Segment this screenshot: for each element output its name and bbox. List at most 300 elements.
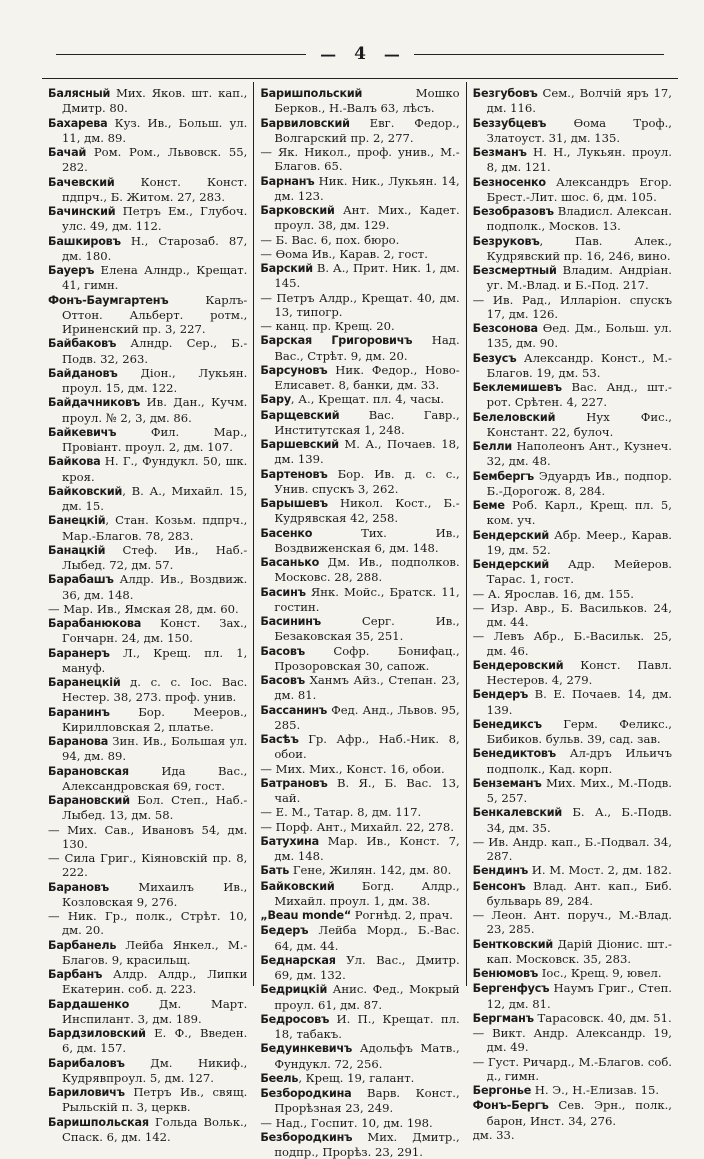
directory-entry [48,116,247,146]
directory-entry [260,834,459,864]
entry-surname: Бедросовъ [260,1012,330,1026]
entry-details: Гольда Вольк., Спаск. 6, дм. 142. [62,1114,248,1144]
entry-details: Ханмъ Айз., Степан. 23, дм. 81. [274,673,460,703]
directory-entry [48,1085,247,1115]
entry-details: М. А., Почаев. 18, дм. 139. [274,437,460,467]
entry-details: д. с. с. Іос. Вас. Нестер. 38, 273. проф. унив. [62,675,248,705]
entry-details: В. А., Прит. Ник. 1, дм. 145. [274,261,460,291]
entry-surname: Басинъ [260,585,306,599]
entry-details: Бол. Степ., Наб.-Лыбед. 13, дм. 58. [62,793,248,823]
entry-details: Серг. Ив., Безаковская 35, 251. [274,614,460,644]
entry-details: Александръ Егор. Брест.-Лит. шос. 6, дм. 105. [486,174,672,204]
entry-details: Вас. Анд., шт.-рот. Срѣтен. 4, 227. [486,380,672,410]
page-number: 4 [354,44,366,64]
entry-details: Дм. Март. Инспилант. 3, дм. 189. [62,996,248,1026]
entry-details: Абр. Меер., Карав. 19, дм. 52. [486,527,672,557]
directory-entry [260,953,459,983]
directory-entry [260,879,459,909]
entry-details: Конст. Конст. пдпрч., Б. Житом. 27, 283. [62,174,248,204]
entry-surname: Бентковский [472,937,554,951]
entry-details: — Мих. Мих., Конст. 16, обои. [260,761,445,776]
entry-surname: Барсуновъ [260,363,328,377]
entry-details: — Густ. Ричард., М.-Благов. соб. д., гимн. [472,1054,672,1083]
entry-surname: Баранинъ [48,705,110,719]
entry-surname: Барибаловъ [48,1056,125,1070]
entry-details: Мих. Яков. шт. кап., Дмитр. 80. [62,86,248,116]
entry-details: Ив. Дан., Кучм. проул. № 2, 3, дм. 86. [62,395,248,425]
entry-surname: Басанько [260,556,320,569]
directory-entry [473,293,672,322]
entry-details: Сев. Эрн., полк., барон, Инст. 34, 276. [486,1098,672,1128]
entry-details: Л., Крещ. пл. 1, мануф. [62,645,248,675]
directory-entry [260,233,459,247]
directory-entry [48,263,247,293]
directory-entry [48,646,247,676]
entry-details: Мих. Дмитр., подпр., Прорѣз. 23, 291. [274,1129,460,1159]
directory-entry [260,923,459,953]
directory-entry [473,601,672,630]
entry-details: Михаилъ Ив., Козловская 9, 276. [62,879,248,909]
directory-entry [48,967,247,997]
entry-surname: Безносенко [472,175,546,189]
entry-surname: Барабанюкова [48,617,142,630]
directory-entry [260,86,459,116]
directory-entry [260,319,459,333]
entry-details: Ул. Вас., Дмитр. 69, дм. 132. [274,952,460,982]
directory-entry [48,997,247,1027]
entry-surname: Бахарева [48,116,108,130]
directory-entry [473,1011,672,1026]
entry-surname: Барановская [48,764,129,778]
entry-surname: „Beau monde“ [260,909,352,922]
entry-details: Петръ Ем., Глубоч. улс. 49, дм. 112. [62,204,248,234]
entry-surname: Безруковъ [472,234,540,248]
directory-entry [473,658,672,688]
entry-surname: Байковский [260,879,335,893]
entry-details: Зин. Ив., Большая ул. 94, дм. 89. [62,734,248,764]
directory-entry [473,937,672,967]
entry-surname: Бенюмовъ [472,967,539,980]
entry-details: И. М. Мост. 2, дм. 182. [528,863,672,878]
directory-columns [42,82,678,1159]
directory-entry [260,805,459,819]
entry-surname: Басѣъ [260,733,299,746]
directory-entry [473,380,672,410]
directory-entry [48,1026,247,1056]
directory-entry [48,336,247,366]
entry-details: Лейба Морд., Б.-Вас. 64, дм. 44. [274,923,460,953]
directory-entry [260,116,459,146]
directory-entry [473,116,672,146]
entry-surname: Басовъ [260,644,306,658]
entry-surname: Барановъ [48,880,109,894]
directory-entry [473,908,672,937]
entry-surname: Бедеръ [260,924,309,938]
directory-entry [48,484,247,514]
header-rule-right [414,54,664,55]
entry-details: Іос., Крещ. 9, ювел. [538,966,662,980]
entry-surname: Байкова [48,455,101,469]
entry-details: Бор. Мееров., Кирилловская 2, платье. [62,704,248,734]
entry-surname: Басенко [260,526,313,540]
directory-entry [48,86,247,116]
directory-entry [260,614,459,644]
entry-details: Дарій Діонис. шт.-кап. Московск. 35, 283. [486,936,672,966]
directory-entry [48,366,247,396]
entry-surname: Беднарская [260,953,336,967]
entry-surname: Байбаковъ [48,337,117,351]
entry-details: Дм. Никиф., Кудрявпроул. 5, дм. 127. [62,1055,248,1085]
directory-entry [48,234,247,264]
column-1 [42,82,253,1144]
entry-surname: Бассанинъ [260,703,328,717]
directory-entry [260,762,459,776]
directory-entry [473,805,672,835]
entry-details: В. Я., Б. Вас. 13, чай. [274,775,460,805]
directory-entry [260,174,459,204]
entry-surname: Беме [472,499,505,512]
entry-details: — Б. Вас. 6, пох. бюро. [260,232,400,247]
entry-details: Ант. Мих., Кадет. проул. 38, дм. 129. [274,203,460,233]
directory-entry [473,234,672,264]
entry-details: — Изр. Авр., Б. Васильков. 24, дм. 44. [472,600,672,629]
directory-entry [48,793,247,823]
directory-entry [48,909,247,938]
entry-surname: Бергонье [472,1084,532,1097]
entry-surname: Бенсонъ [472,879,526,893]
entry-details: Владим. Андріан. уг. М.-Влад. и Б.-Под. 217. [486,263,672,293]
directory-entry [48,764,247,794]
entry-surname: Безбородкина [260,1087,352,1100]
entry-details: Конст. Зах., Гончарн. 24, дм. 150. [62,616,248,646]
directory-entry [260,1041,459,1071]
entry-surname: Бендинъ [472,864,529,878]
entry-details: Ида Вас., Александровская 69, гост. [62,763,248,793]
entry-surname: Баранеръ [48,646,110,660]
entry-details: Вас. Гавр., Институтская 1, 248. [274,407,460,437]
directory-entry [48,572,247,602]
entry-details: Алндр. Сер., Б.-Подв. 32, 263. [62,336,248,366]
directory-entry [48,705,247,735]
entry-details: Діон., Лукьян. проул. 15, дм. 122. [62,365,248,395]
directory-entry [473,439,672,469]
directory-entry [473,717,672,747]
entry-details: — канц. пр. Крещ. 20. [260,319,395,333]
directory-entry [48,293,247,337]
entry-details: Ром. Ром., Львовск. 55, 282. [62,145,248,175]
directory-entry [473,687,672,717]
entry-surname: Байдачниковъ [48,396,141,410]
directory-entry [260,333,459,363]
entry-surname: Барбанъ [48,968,103,981]
entry-surname: Безусъ [472,351,517,365]
entry-details: Лейба Янкел., М.-Благов. 9, красильщ. [62,937,248,967]
directory-entry [260,1130,459,1159]
entry-details: Владисл. Алексан. подполк., Москов. 13. [486,204,672,234]
entry-surname: Батухина [260,834,319,848]
directory-entry [260,247,459,261]
entry-details: Е. Ф., Введен. 6, дм. 157. [62,1026,248,1056]
entry-details: Н. Г., Фундукл. 50, шк. кроя. [62,454,248,484]
entry-surname: Барбанель [48,938,117,952]
directory-entry [260,392,459,407]
entry-details: Стеф. Ив., Наб.-Лыбед. 72, дм. 57. [62,542,248,572]
entry-details: — Ив. Рад., Илларіон. спускъ 17, дм. 126. [472,292,672,321]
entry-details: И. П., Крещат. пл. 18, табакъ. [274,1011,460,1041]
directory-entry [48,1115,247,1145]
entry-surname: Белли [472,440,512,453]
entry-surname: Фонъ-Баумгартенъ [48,293,169,307]
entry-surname: Баранецкій [48,676,121,689]
directory-entry [260,1086,459,1116]
directory-entry [473,1128,672,1142]
directory-entry [48,880,247,910]
entry-surname: Баршевский [260,438,339,451]
entry-details: Ал-дръ Ильичъ подполк., Кад. корп. [486,746,672,776]
entry-details: Дм. Ив., подполков. Московс. 28, 288. [274,555,460,585]
entry-details: Н., Старозаб. 87, дм. 180. [62,233,248,263]
entry-surname: Баришпольская [48,1115,149,1129]
entry-surname: Бенедиксъ [472,717,542,731]
directory-entry [260,908,459,923]
header-dash-right: — [383,44,400,64]
directory-entry [473,776,672,806]
directory-entry [473,204,672,234]
directory-entry [473,321,672,351]
entry-surname: Безгубовъ [472,87,538,100]
entry-details: — Ник. Гр., полк., Стрѣт. 10, дм. 20. [48,909,248,938]
directory-entry [260,732,459,762]
entry-details: — Петръ Алдр., Крещат. 40, дм. 13, типогр. [260,290,460,319]
directory-entry [260,408,459,438]
page-header [42,44,678,64]
directory-entry [260,261,459,291]
directory-entry [473,1083,672,1098]
entry-details: дм. 33. [472,1127,515,1142]
entry-surname: Бать [260,864,290,878]
entry-details: Варв. Конст., Прорѣзная 23, 249. [274,1086,460,1116]
entry-surname: Бачай [48,146,87,159]
directory-entry [260,291,459,320]
entry-details: Янк. Мойс., Братск. 11, гостин. [274,584,460,614]
directory-entry [473,746,672,776]
directory-entry [473,1098,672,1128]
directory-entry [260,820,459,834]
entry-details: Над. Вас., Стрѣт. 9, дм. 20. [274,333,460,363]
entry-details: — Леон. Ант. поруч., М.-Влад. 23, 285. [472,908,672,937]
directory-entry [260,644,459,674]
entry-details: Софр. Бонифац., Прозоровская 30, сапож. [274,643,460,673]
entry-details: Эдуардъ Ив., подпор. Б.-Дорогож. 8, 284. [486,468,672,498]
entry-details: , Стан. Козьм. пдпрч., Мар.-Благов. 78, 283. [62,513,248,543]
directory-entry [260,585,459,615]
directory-entry [473,981,672,1011]
entry-details: Адр. Мейеров. Тарас. 1, гост. [486,557,672,587]
directory-entry [260,1116,459,1130]
directory-entry [48,616,247,646]
entry-surname: Безбородкинъ [260,1130,353,1144]
entry-surname: Безсонова [472,322,538,335]
entry-surname: Бардашенко [48,997,130,1011]
entry-surname: Бергенфусъ [472,982,550,996]
column-3 [466,82,678,1142]
entry-details: Алдр. Алдр., Липки Екатерин. соб. д. 223. [62,967,248,997]
directory-entry [260,203,459,233]
directory-entry [473,1055,672,1084]
directory-entry [260,982,459,1012]
entry-surname: Барнанъ [260,174,315,188]
entry-details: В. Е. Почаев. 14, дм. 139. [486,687,672,717]
entry-surname: Бергманъ [472,1011,534,1025]
entry-details: Фил. Мар., Провіант. проул. 2, дм. 107. [62,424,248,454]
entry-details: Н. Э., Н.-Елизав. 15. [531,1083,660,1097]
directory-entry [48,395,247,425]
entry-details: — Викт. Андр. Александр. 19, дм. 49. [472,1026,672,1055]
top-rule [42,78,678,79]
entry-details: — Мих. Сав., Ивановъ 54, дм. 130. [48,822,248,851]
directory-entry [473,410,672,440]
entry-details: Ник. Федор., Ново-Елисавет. 8, банки, дм. 33. [274,362,460,392]
directory-entry [48,543,247,573]
entry-details: Герм. Феликс., Бибиков. бульв. 39, сад. зав. [486,716,672,746]
entry-details: Никол. Кост., Б.-Кудрявская 42, 258. [274,496,460,526]
entry-details: — Левъ Абр., Б.-Васильк. 25, дм. 46. [472,629,672,658]
directory-entry [260,496,459,526]
header-rule-left [56,54,306,55]
entry-surname: Бенкалевский [472,806,563,820]
directory-entry [48,1056,247,1086]
directory-entry [48,145,247,175]
entry-details: Рогнѣд. 2, прач. [351,908,453,922]
directory-entry [48,823,247,852]
directory-entry [260,145,459,174]
entry-details: Н. Н., Лукьян. проул. 8, дм. 121. [486,145,672,175]
directory-entry [473,263,672,293]
entry-surname: Барановский [48,794,130,807]
entry-surname: Безсмертный [472,264,557,277]
directory-entry [473,175,672,205]
entry-surname: Белеловский [472,410,556,424]
directory-entry [260,1071,459,1086]
directory-entry [473,629,672,658]
entry-details: Гр. Афр., Наб.-Ник. 8, обои. [274,732,460,762]
directory-entry [260,863,459,878]
entry-surname: Барабашъ [48,573,114,587]
entry-details: Б. А., Б.-Подв. 34, дм. 35. [486,805,672,835]
entry-details: Александр. Конст., М.-Благов. 19, дм. 53. [486,350,672,380]
directory-entry [48,851,247,880]
entry-details: — Порф. Ант., Михайл. 22, 278. [260,819,454,834]
entry-details: Мих. Мих., М.-Подв. 5, 257. [486,775,672,805]
directory-entry [473,879,672,909]
entry-details: Наполеонъ Ант., Кузнеч. 32, дм. 48. [486,439,672,469]
entry-details: — А. Ярослав. 16, дм. 155. [472,586,634,601]
entry-surname: Бариловичъ [48,1086,125,1099]
directory-entry [473,528,672,558]
entry-details: , А., Крещат. пл. 4, часы. [290,392,445,407]
entry-surname: Байдановъ [48,366,118,380]
entry-details: — Над., Госпит. 10, дм. 198. [260,1115,433,1130]
entry-surname: Башкировъ [48,234,121,248]
entry-details: Роб. Карл., Крещ. пл. 5, ком. уч. [486,498,672,528]
entry-details: — Мар. Ив., Ямская 28, дм. 60. [48,601,239,616]
entry-surname: Барковский [260,204,335,217]
entry-details: Конст. Павл. Нестеров. 4, 279. [486,657,672,687]
entry-surname: Баришпольский [260,87,363,100]
directory-entry [260,703,459,733]
entry-details: Адольфъ Матв., Фундукл. 72, 256. [274,1041,460,1071]
entry-surname: Барщевский [260,408,340,422]
entry-surname: Бендеръ [472,688,529,702]
entry-surname: Байкевичъ [48,425,117,439]
entry-details: — Ив. Андр. кап., Б.-Подвал. 34, 287. [472,834,672,863]
entry-details: Ѳома Троф., Златоуст. 31, дм. 135. [486,115,672,145]
entry-surname: Басовъ [260,674,306,687]
entry-surname: Фонъ-Бергъ [472,1099,549,1113]
entry-surname: Баранова [48,735,109,748]
entry-details: Влад. Ант. кап., Биб. бульварь 89, 284. [486,878,672,908]
entry-surname: Бартеновъ [260,467,328,481]
entry-surname: Байковский [48,484,123,498]
directory-entry [473,1026,672,1055]
entry-details: Нух Фис., Констант. 22, булоч. [486,409,672,439]
entry-details: Петръ Ив., свящ. Рыльскій п. 3, церкв. [62,1085,248,1115]
entry-surname: Бару [260,393,291,407]
entry-surname: Бардзиловский [48,1027,146,1040]
entry-details: , В. А., Михайл. 15, дм. 15. [62,483,248,513]
entry-details: Мар. Ив., Конст. 7, дм. 148. [274,833,460,863]
entry-details: Наумъ Григ., Степ. 12, дм. 81. [486,981,672,1011]
directory-entry [473,469,672,499]
column-2 [253,82,465,1159]
entry-surname: Балясный [48,87,111,100]
entry-details: Ѳед. Дм., Больш. ул. 135, дм. 90. [486,321,672,351]
entry-surname: Бендерский [472,558,550,571]
directory-entry [473,145,672,175]
entry-surname: Бендерский [472,528,550,542]
entry-details: Мошко Берков., Н.-Валъ 63, лѣсъ. [274,86,460,116]
directory-entry [48,938,247,968]
entry-details: — Сила Григ., Кіяновскій пр. 8, 222. [48,851,248,880]
entry-surname: Басининъ [260,615,321,628]
directory-entry [260,363,459,393]
entry-details: Тарасовск. 40, дм. 51. [533,1010,672,1025]
entry-surname: Барвиловский [260,116,350,130]
entry-details: Евг. Федор., Волгарский пр. 2, 277. [274,115,460,145]
entry-surname: Банецкій [48,514,106,528]
entry-surname: Батрановъ [260,776,328,790]
entry-details: , Пав. Алек., Кудрявский пр. 16, 246, вино. [486,233,672,263]
directory-entry [473,86,672,116]
directory-entry [260,1012,459,1042]
entry-surname: Беззубцевъ [472,116,547,130]
entry-details: Тих. Ив., Воздвиженская 6, дм. 148. [274,525,460,555]
entry-surname: Бендеровский [472,658,564,672]
directory-entry [48,454,247,484]
entry-details: Алдр. Ив., Воздвиж. 36, дм. 148. [62,572,248,602]
directory-entry [48,602,247,616]
entry-surname: Бенземанъ [472,776,542,790]
entry-details: Куз. Ив., Больш. ул. 11, дм. 89. [62,115,248,145]
entry-details: Карлъ-Оттон. Альберт. ротм., Иринeнский пр. 3, 227. [62,292,248,336]
entry-details: — Як. Никол., проф. унив., М.-Благов. 65. [260,145,460,174]
directory-entry [48,175,247,205]
directory-entry [48,425,247,455]
entry-surname: Беель [260,1071,299,1085]
directory-entry [473,587,672,601]
directory-entry [473,557,672,587]
directory-entry [260,526,459,556]
